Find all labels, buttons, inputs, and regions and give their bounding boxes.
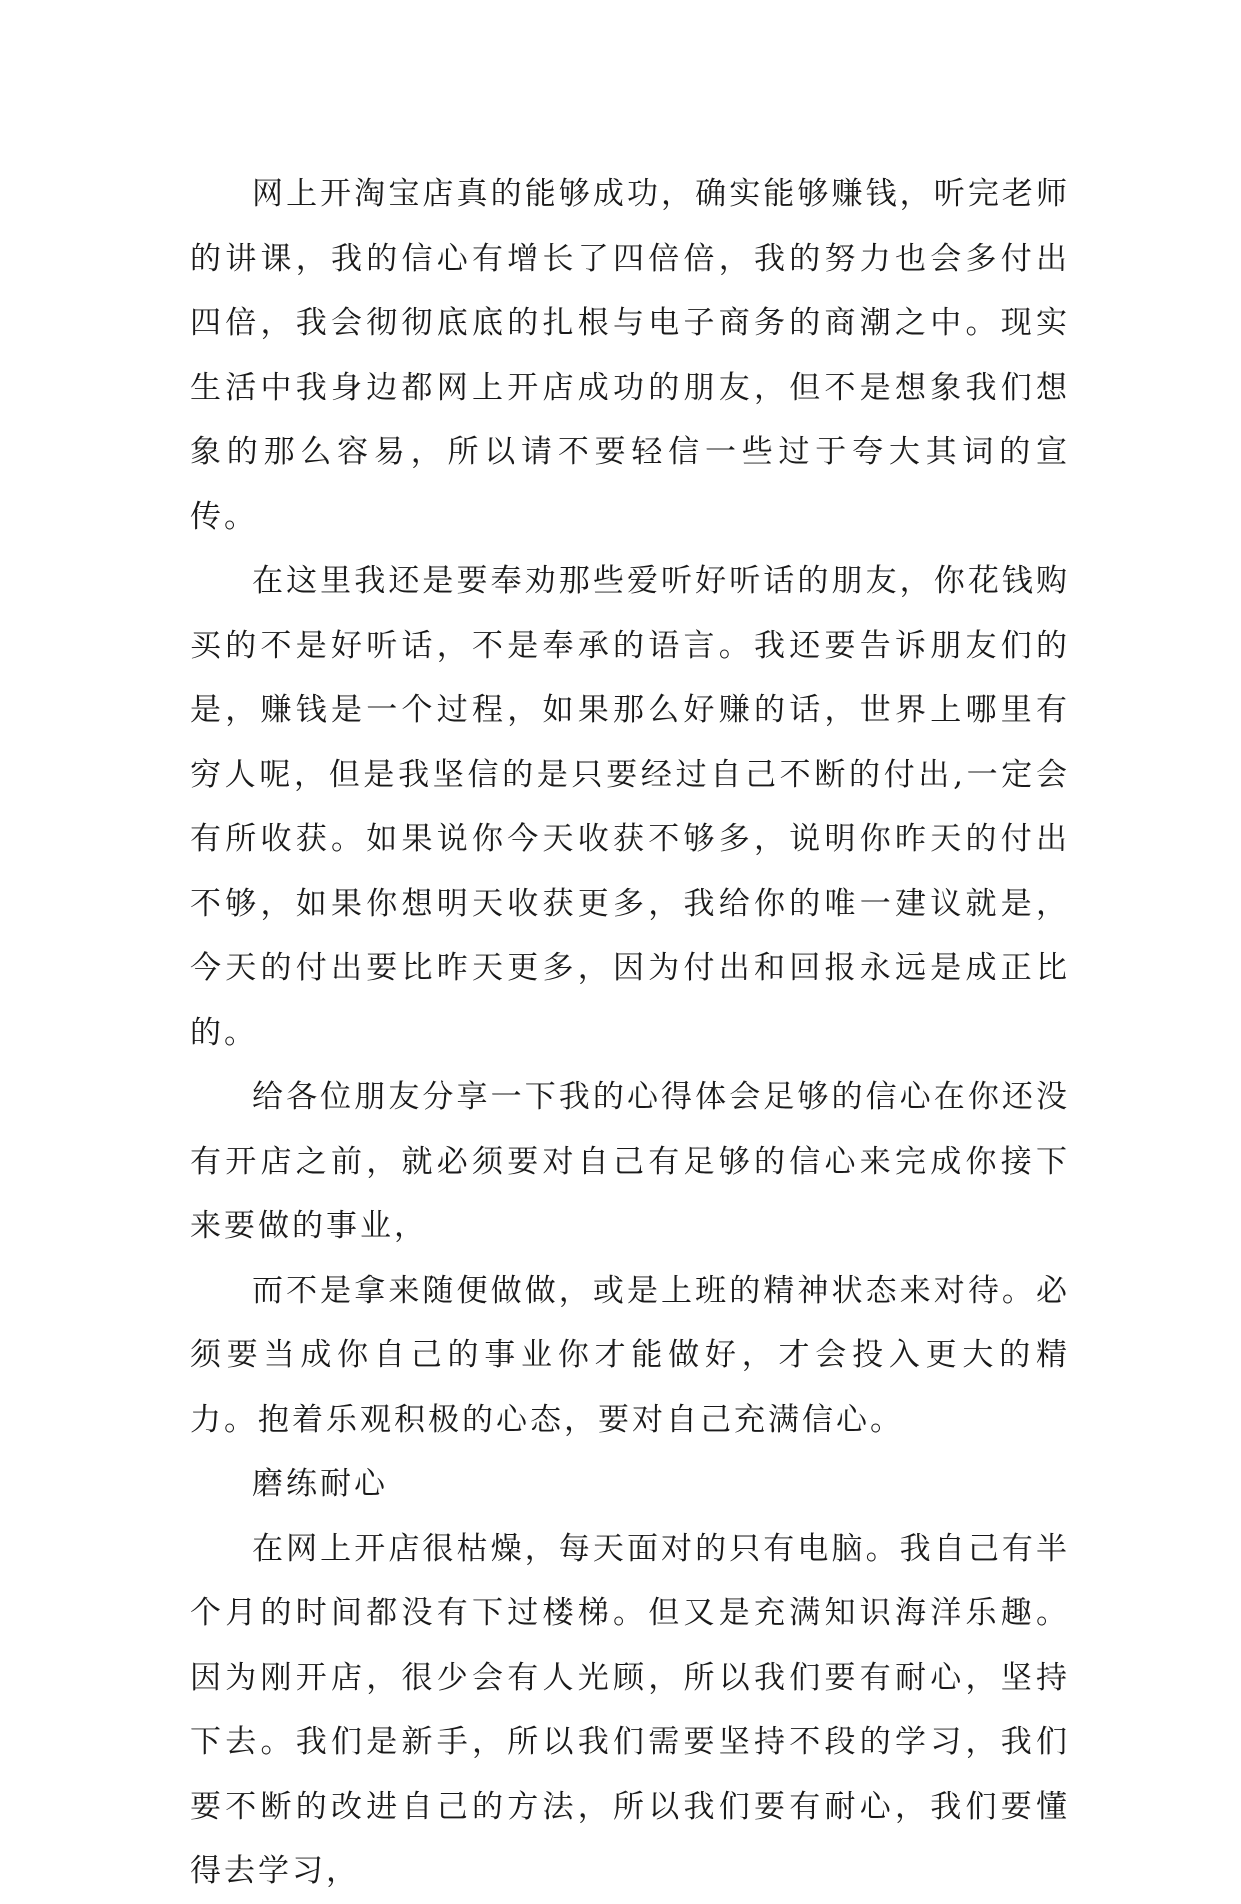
paragraph-5: 在网上开店很枯燥，每天面对的只有电脑。我自己有半个月的时间都没有下过楼梯。但又是充满知识海洋乐趣。因为刚开店，很少会有人光顾，所以我们要有耐心，坚持下去。我们是新手，所以我们需要坚持不段的学习，我们要不断的改进自己的方法，所以我们要有耐心，我们要懂得去学习， bbox=[190, 1530, 1070, 1889]
document-body bbox=[190, 162, 1070, 1904]
section-heading-patience: 磨练耐心 bbox=[252, 1466, 388, 1502]
paragraph-2: 在这里我还是要奉劝那些爱听好听话的朋友，你花钱购买的不是好听话，不是奉承的语言。我还要告诉朋友们的是，赚钱是一个过程，如果那么好赚的话，世界上哪里有穷人呢，但是我坚信的是只要经过自己不断的付出,一定会有所收获。如果说你今天收获不够多，说明你昨天的付出不够，如果你想明天收获更多，我给你的唯一建议就是，今天的付出要比昨天更多，因为付出和回报永远是成正比的。 bbox=[190, 563, 1070, 1051]
paragraph-1: 网上开淘宝店真的能够成功，确实能够赚钱，听完老师的讲课，我的信心有增长了四倍倍，我的努力也会多付出四倍，我会彻彻底底的扎根与电子商务的商潮之中。现实生活中我身边都网上开店成功的朋友，但不是想象我们想象的那么容易，所以请不要轻信一些过于夸大其词的宣传。 bbox=[190, 176, 1070, 535]
paragraph-3: 给各位朋友分享一下我的心得体会足够的信心在你还没有开店之前，就必须要对自己有足够的信心来完成你接下来要做的事业， bbox=[190, 1079, 1070, 1244]
paragraph-4: 而不是拿来随便做做，或是上班的精神状态来对待。必须要当成你自己的事业你才能做好，才会投入更大的精力。抱着乐观积极的心态，要对自己充满信心。 bbox=[190, 1272, 1070, 1438]
